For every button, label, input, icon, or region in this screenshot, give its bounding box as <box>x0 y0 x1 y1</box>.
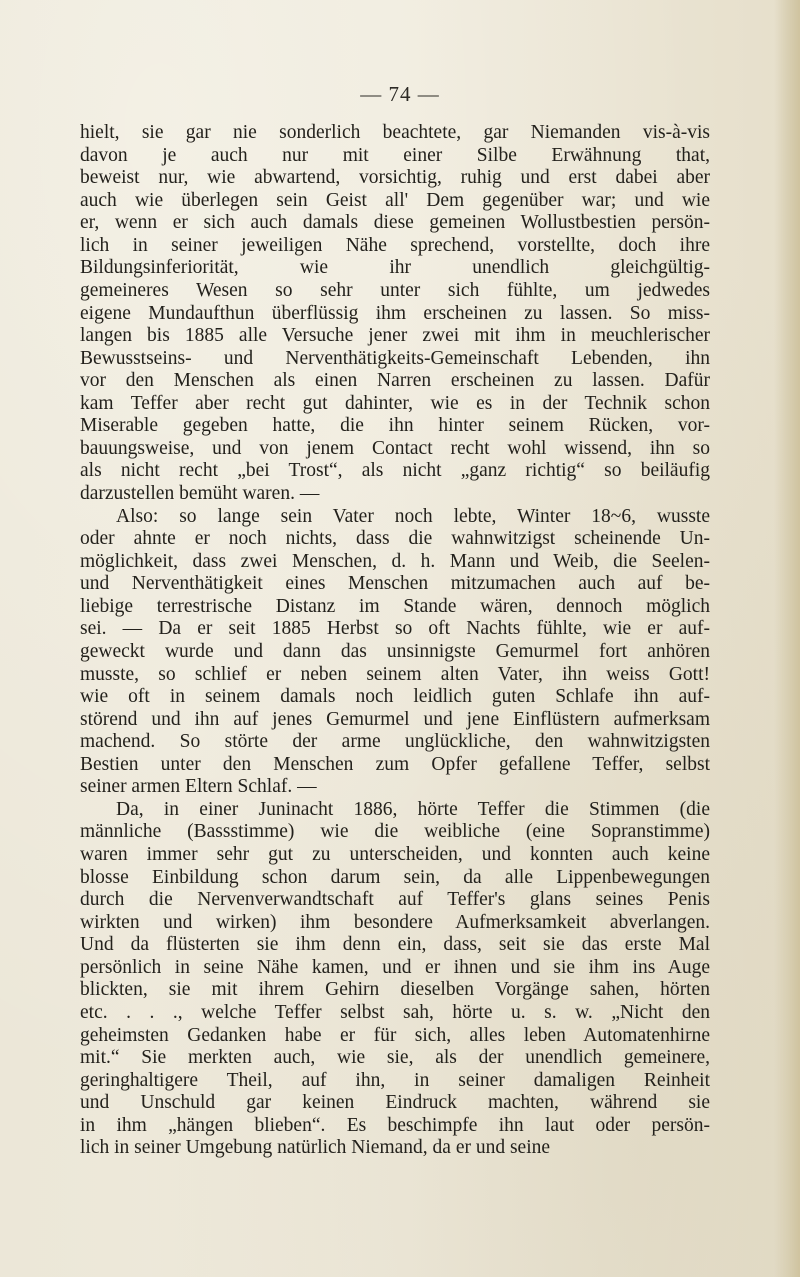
text-line: hielt, sie gar nie sonderlich beachtete, gar Niemanden vis-à-vis <box>80 122 710 143</box>
text-line: machend. So störte der arme unglückliche, den wahnwitzigsten <box>80 731 710 753</box>
text-line: waren immer sehr gut zu unterscheiden, und konnten auch keine <box>80 844 710 865</box>
text-line: Bildungsinferiorität, wie ihr unendlich gleichgültig- <box>80 257 710 279</box>
text-line: Und da flüsterten sie ihm denn ein, dass, seit sie das erste Mal <box>80 934 710 956</box>
text-line: blickten, sie mit ihrem Gehirn dieselben Vorgänge sahen, hörten <box>80 979 710 1001</box>
text-line: gemeineres Wesen so sehr unter sich fühlte, um jedwedes <box>80 279 710 301</box>
text-line: störend und ihn auf jenes Gemurmel und jene Einflüstern aufmerksam <box>80 708 710 730</box>
text-line: möglichkeit, dass zwei Menschen, d. h. Mann und Weib, die Seelen- <box>80 550 710 572</box>
text-line: geringhaltigere Theil, auf ihn, in seiner damaligen Reinheit <box>80 1069 710 1091</box>
text-line: durch die Nervenverwandtschaft auf Teffer's glans seines Penis <box>80 889 710 911</box>
text-line: geweckt wurde und dann das unsinnigste Gemurmel fort anhören <box>80 640 710 662</box>
text-line: lich in seiner jeweiligen Nähe sprechend, vorstellte, doch ihre <box>80 234 710 256</box>
text-line: er, wenn er sich auch damals diese gemeinen Wollustbestien persön- <box>80 212 710 234</box>
text-line: und Unschuld gar keinen Eindruck machten, während sie <box>80 1092 710 1114</box>
text-line: sei. — Da er seit 1885 Herbst so oft Nachts fühlte, wie er auf- <box>80 618 710 640</box>
text-line: darzustellen bemüht waren. — <box>80 483 320 504</box>
body-text <box>80 122 710 1160</box>
text-line: beweist nur, wie abwartend, vorsichtig, ruhig und erst dabei aber <box>80 167 710 189</box>
text-line: als nicht recht „bei Trost“, als nicht „ganz richtig“ so beiläufig <box>80 460 710 482</box>
text-line: eigene Mundaufthun überflüssig ihm erscheinen zu lassen. So miss- <box>80 302 710 324</box>
text-line: persönlich in seine Nähe kamen, und er ihnen und sie ihm ins Auge <box>80 956 710 978</box>
text-line: und Nerventhätigkeit eines Menschen mitzumachen auch auf be- <box>80 573 710 595</box>
text-line: in ihm „hängen blieben“. Es beschimpfe ihn laut oder persön- <box>80 1114 710 1136</box>
text-line: Da, in einer Juninacht 1886, hörte Teffer die Stimmen (die <box>116 798 710 820</box>
text-line: oder ahnte er noch nichts, dass die wahnwitzigst scheinende Un- <box>80 528 710 550</box>
text-line: auch wie überlegen sein Geist all' Dem gegenüber war; und wie <box>80 189 710 211</box>
text-line: männliche (Bassstimme) wie die weibliche (eine Sopranstimme) <box>80 821 710 843</box>
text-line: seiner armen Eltern Schlaf. — <box>80 776 317 798</box>
text-line: wirkten und wirken) ihm besondere Aufmerksamkeit abverlangen. <box>80 911 710 933</box>
text-line: Bestien unter den Menschen zum Opfer gefallene Teffer, selbst <box>80 753 710 775</box>
text-line: etc. . . ., welche Teffer selbst sah, hörte u. s. w. „Nicht den <box>80 1001 710 1023</box>
text-line: vor den Menschen als einen Narren erscheinen zu lassen. Dafür <box>80 370 710 392</box>
text-line: liebige terrestrische Distanz im Stande wären, dennoch möglich <box>80 595 710 617</box>
text-line: kam Teffer aber recht gut dahinter, wie es in der Technik schon <box>80 392 710 414</box>
text-line: lich in seiner Umgebung natürlich Niemand, da er und seine <box>80 1137 551 1159</box>
text-line: blosse Einbildung schon darum sein, da alle Lippenbewegungen <box>80 866 710 888</box>
text-line: Miserable gegeben hatte, die ihn hinter seinem Rücken, vor- <box>80 415 710 437</box>
text-line: davon je auch nur mit einer Silbe Erwähnung that, <box>80 144 710 166</box>
text-line: geheimsten Gedanken habe er für sich, alles leben Automatenhirne <box>80 1024 710 1046</box>
text-line: mit.“ Sie merkten auch, wie sie, als der unendlich gemeinere, <box>80 1047 710 1069</box>
text-line: musste, so schlief er neben seinem alten Vater, ihn weiss Gott! <box>80 663 710 685</box>
page-edge-shadow <box>774 0 800 1277</box>
text-line: langen bis 1885 alle Versuche jener zwei mit ihm in meuchlerischer <box>80 325 710 347</box>
text-line: Bewusstseins- und Nerventhätigkeits-Gemeinschaft Lebenden, ihn <box>80 347 710 369</box>
page-number: — 74 — <box>360 82 440 106</box>
text-line: bauungsweise, und von jenem Contact recht wohl wissend, ihn so <box>80 437 710 459</box>
text-line: wie oft in seinem damals noch leidlich guten Schlafe ihn auf- <box>80 686 710 708</box>
text-line: Also: so lange sein Vater noch lebte, Winter 18~6, wusste <box>116 505 710 527</box>
